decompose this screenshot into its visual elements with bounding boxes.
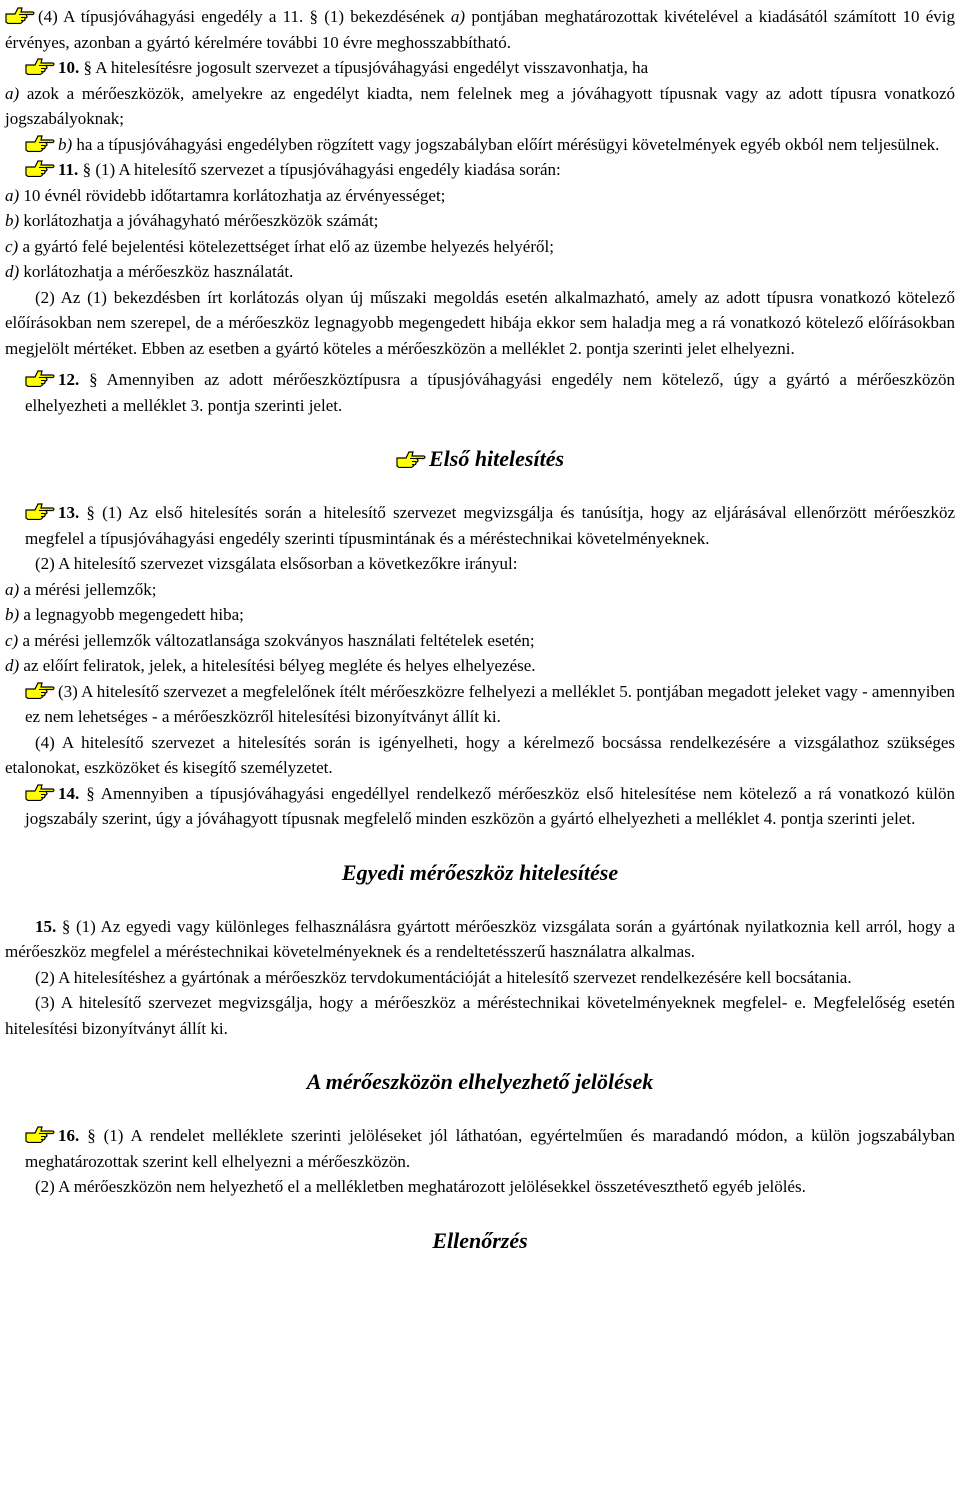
section-15: 15. § (1) Az egyedi vagy különleges felhasználásra gyártott mérőeszköz vizsgálata során a gyártónak nyilatkoznia kell arról, hogy a mérőeszköz megfelel a méréstechnikai követelményeknek és a rendeltetésszerű használatra alkalmas. <box>5 916 955 961</box>
pointing-hand-icon <box>25 369 55 387</box>
pointing-hand-icon <box>25 783 55 801</box>
heading-egyedi-hitelesites: Egyedi mérőeszköz hitelesítése <box>341 859 619 885</box>
pointing-hand-icon <box>25 681 55 699</box>
section-11-a: a) 10 évnél rövidebb időtartamra korlátozhatja az érvényességet; <box>5 185 446 205</box>
section-13-3: (3) A hitelesítő szervezet a megfelelőnek ítélt mérőeszközre felhelyezi a melléklet 5. pontjában megadott jeleket vagy - amennyiben ez nem lehetséges - a mérőeszközről hitelesítési bizonyítványt állít ki. <box>25 681 955 726</box>
section-11: 11. § (1) A hitelesítő szervezet a típusjóváhagyási engedély kiadása során: <box>5 157 955 183</box>
pointing-hand-icon <box>5 6 35 24</box>
section-14: 14. § Amennyiben a típusjóváhagyási engedéllyel rendelkező mérőeszköz első hitelesítése nem kötelező a rá vonatkozó külön jogszabály szerint, úgy a jóváhagyott típusnak megfelelő minden eszközön a gyártó elhelyezheti a melléklet 4. pontja szerinti jelet. <box>25 783 955 828</box>
section-15-2: (2) A hitelesítéshez a gyártónak a mérőeszköz tervdokumentációját a hitelesítő szervezet rendelkezésére kell bocsátania. <box>35 967 852 987</box>
pointing-hand-icon <box>25 502 55 520</box>
section-13-4: (4) A hitelesítő szervezet a hitelesítés során is igényelheti, hogy a kérelmező bocsássa rendelkezésére a vizsgálathoz szükséges etalonokat, eszközöket és kisegítő személyzetet. <box>5 732 955 777</box>
section-16: 16. § (1) A rendelet melléklete szerinti jelöléseket jól láthatóan, egyértelműen és maradandó módon, a külön jogszabályban meghatározottak szerint kell elhelyezni a mérőeszközön. <box>25 1126 955 1171</box>
section-10-b: b) ha a típusjóváhagyási engedélyben rögzített vagy jogszabályban előírt mérésügyi követelmények egyéb okból nem teljesülnek. <box>5 132 955 158</box>
section-16-2: (2) A mérőeszközön nem helyezhető el a mellékletben meghatározott jelölésekkel összetéveszthető egyéb jelölés. <box>35 1177 806 1196</box>
section-11-d: d) korlátozhatja a mérőeszköz használatát. <box>5 262 294 281</box>
section-10: 10. § A hitelesítésre jogosult szervezet a típusjóváhagyási engedélyt visszavonhatja, ha <box>5 55 955 81</box>
pointing-hand-icon <box>25 57 55 75</box>
pointing-hand-icon <box>396 450 426 468</box>
section-13-c: c) a mérési jellemzők változatlansága szokványos használati feltételek esetén; <box>5 630 535 650</box>
pointing-hand-icon <box>25 159 55 177</box>
paragraph-9-4: (4) A típusjóváhagyási engedély a 11. § (1) bekezdésének a) pontjában meghatározottak kivételével a kiadásától számított 10 évig érvényes, azonban a gyártó kérelmére további 10 évre meghosszabbítható. <box>5 7 955 52</box>
pointing-hand-icon <box>25 1125 55 1143</box>
heading-elso-hitelesites: Első hitelesítés <box>5 444 955 474</box>
heading-jelolesek: A mérőeszközön elhelyezhető jelölések <box>306 1069 654 1094</box>
section-11-2: (2) Az (1) bekezdésben írt korlátozás olyan új műszaki megoldás esetén alkalmazható, amely az adott típusra vonatkozó kötelező előírásokban nem szerepel, de a mérőeszköz legnagyobb megengedett hibája ekkor sem haladja meg a rá vonatkozó kötelező előírásokban megjelölt mértéket. Ebben az esetben a gyártó köteles a mérőeszközön a melléklet 2. pontja szerinti jelet elhelyezni. <box>5 287 955 358</box>
section-12: 12. § Amennyiben az adott mérőeszköztípusra a típusjóváhagyási engedély nem kötelező, úgy a gyártó a mérőeszközön elhelyezheti a melléklet 3. pontja szerinti jelet. <box>25 370 955 415</box>
section-13-a: a) a mérési jellemzők; <box>5 579 157 599</box>
pointing-hand-icon <box>25 134 55 152</box>
section-13-2: (2) A hitelesítő szervezet vizsgálata elsősorban a következőkre irányul: <box>35 554 518 573</box>
section-15-3: (3) A hitelesítő szervezet megvizsgálja, hogy a mérőeszköz a méréstechnikai követelményeknek megfelel- e. Megfelelőség esetén hitelesítési bizonyítványt állít ki. <box>5 993 955 1038</box>
section-13-d: d) az előírt feliratok, jelek, a hitelesítési bélyeg megléte és helyes elhelyezése. <box>5 656 536 675</box>
heading-ellenorzes: Ellenőrzés <box>432 1227 528 1253</box>
section-11-b: b) korlátozhatja a jóváhagyható mérőeszközök számát; <box>5 211 379 230</box>
section-13-b: b) a legnagyobb megengedett hiba; <box>5 605 244 624</box>
section-10-a: a) azok a mérőeszközök, amelyekre az engedélyt kiadta, nem felelnek meg a jóváhagyott típusnak vagy az adott típusra vonatkozó jogszabályoknak; <box>5 83 955 128</box>
section-13: 13. § (1) Az első hitelesítés során a hitelesítő szervezet megvizsgálja és tanúsítja, hogy az eljárásával ellenőrzött mérőeszköz megfelel a típusjóváhagyási engedély szerinti típusmintának és a méréstechnikai követelményeknek. <box>25 503 955 548</box>
section-11-c: c) a gyártó felé bejelentési kötelezettséget írhat elő az üzembe helyezés helyéről; <box>5 236 554 256</box>
